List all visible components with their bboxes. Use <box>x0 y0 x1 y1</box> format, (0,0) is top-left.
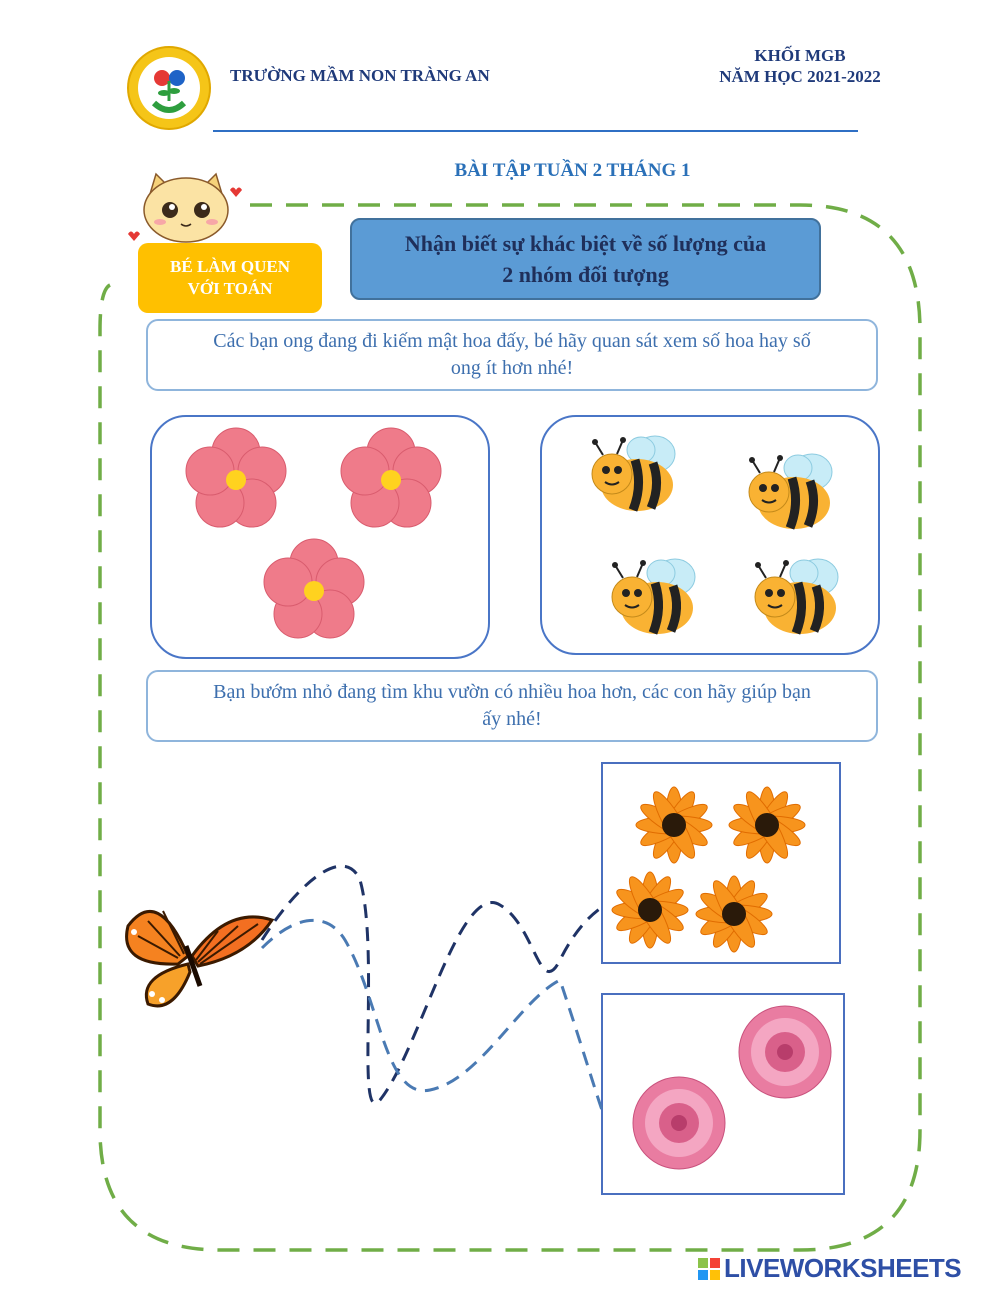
footer-brand: LIVEWORKSHEETS <box>724 1253 962 1283</box>
instruction-1-line1: Các bạn ong đang đi kiếm mật hoa đấy, bé hãy quan sát xem số hoa hay số <box>213 330 811 352</box>
path-to-pink-garden <box>262 920 602 1110</box>
instruction-1-line2: ong ít hơn nhé! <box>450 357 574 379</box>
grade-label: KHỐI MGB <box>754 46 846 65</box>
lesson-banner-line1: Nhận biết sự khác biệt về số lượng của <box>404 231 767 256</box>
lesson-banner-line2: 2 nhóm đối tượng <box>502 262 669 287</box>
subject-tag-line2: VỚI TOÁN <box>187 279 273 298</box>
liveworksheets-logo-icon <box>698 1258 720 1280</box>
school-year: NĂM HỌC 2021-2022 <box>719 67 881 86</box>
page-title: BÀI TẬP TUẦN 2 THÁNG 1 <box>454 160 691 181</box>
subject-tag-line1: BÉ LÀM QUEN <box>170 257 290 276</box>
school-name: TRƯỜNG MẦM NON TRÀNG AN <box>230 66 490 85</box>
instruction-2-line1: Bạn bướm nhỏ đang tìm khu vườn có nhiều hoa hơn, các con hãy giúp bạn <box>213 681 811 703</box>
instruction-2-line2: ấy nhé! <box>482 708 542 730</box>
